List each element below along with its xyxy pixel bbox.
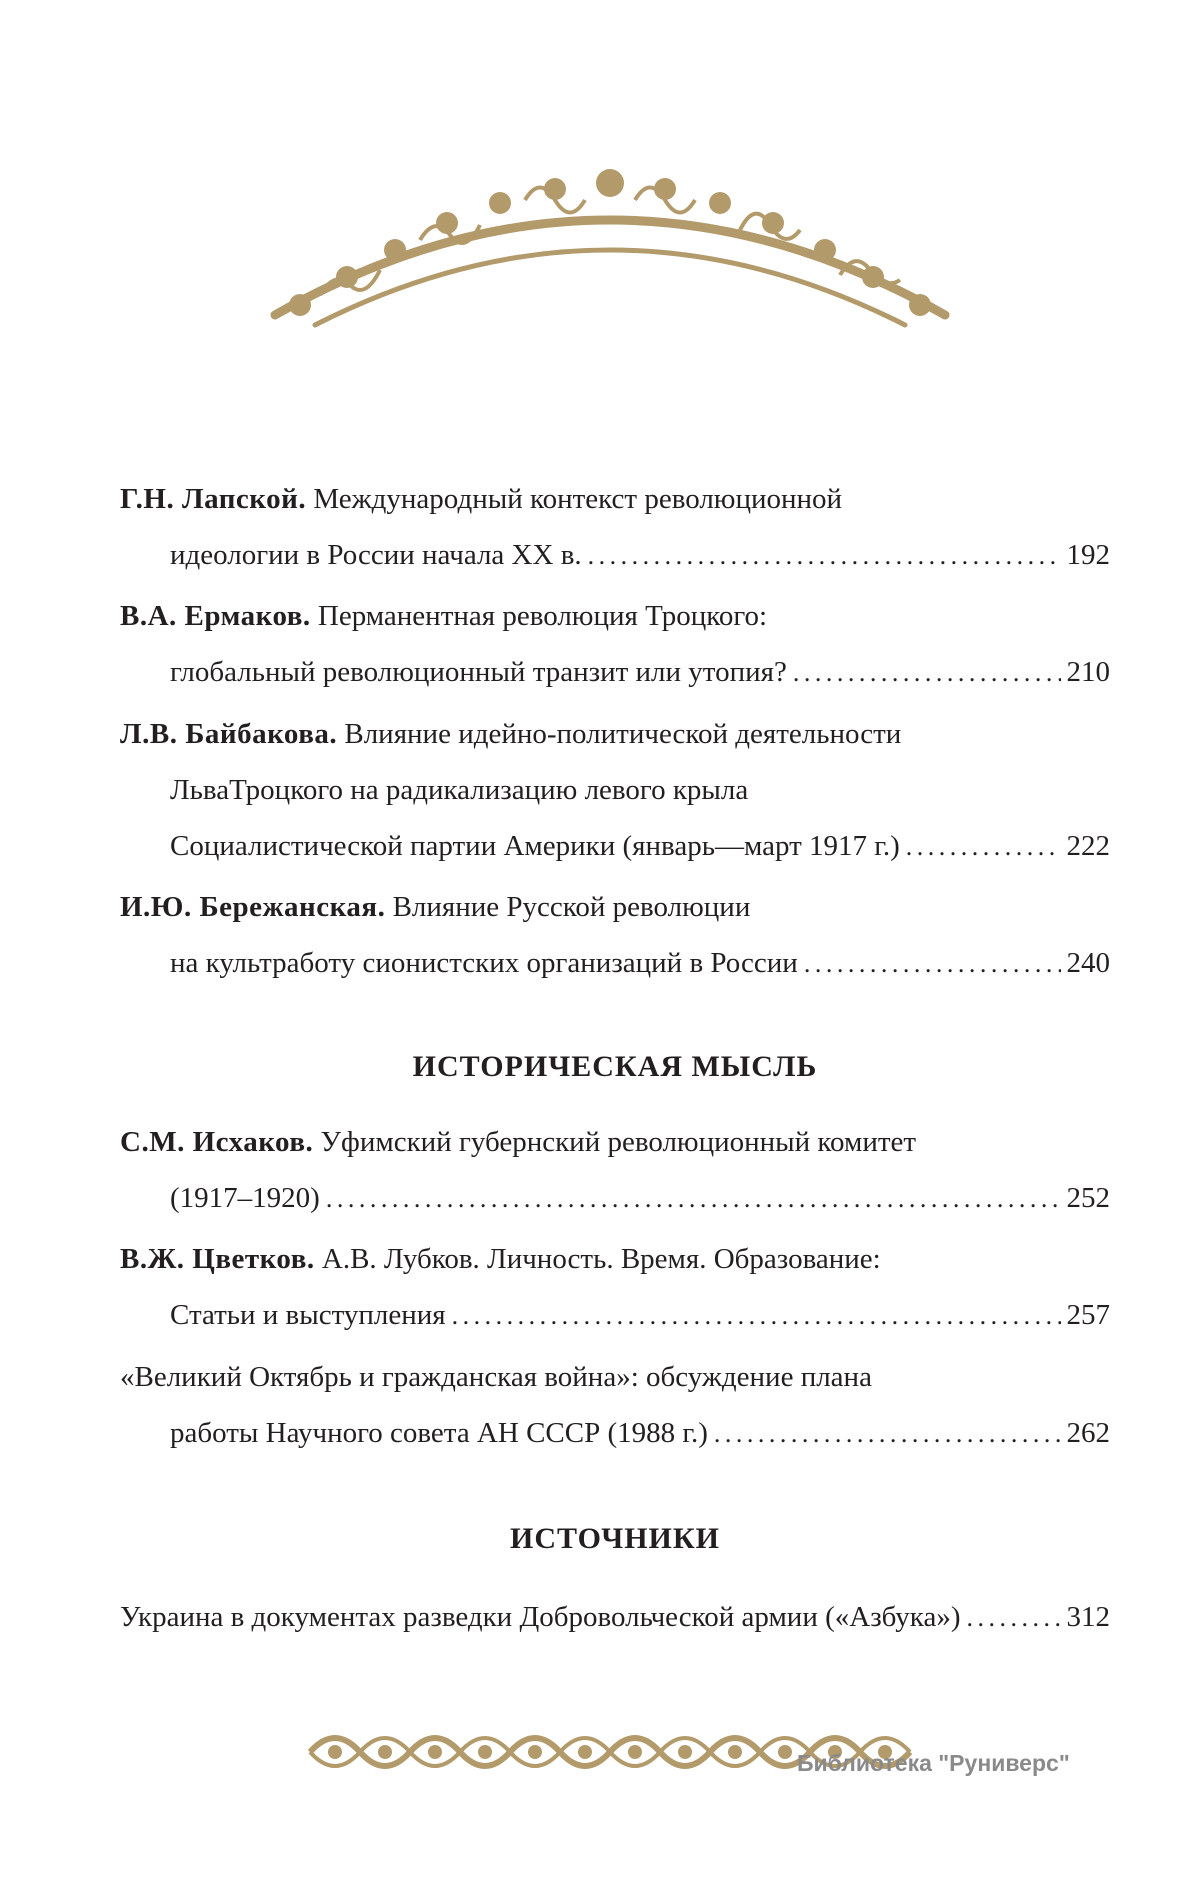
entry-title-continued: работы Научного совета АН СССР (1988 г.): [170, 1417, 708, 1449]
entry-title-middle: ЛьваТроцкого на радикализацию левого крыла: [170, 774, 749, 806]
entry-title-continued: на культработу сионистских организаций в России: [170, 947, 798, 979]
entry-title-continued: (1917–1920): [170, 1182, 320, 1214]
entry-leader-line: [170, 1184, 1110, 1213]
section-heading: ИСТОРИЧЕСКАЯ МЫСЛЬ: [412, 1050, 818, 1083]
entry-author: И.Ю. Бережанская.: [120, 891, 386, 923]
entry-author: В.А. Ермаков.: [120, 600, 311, 632]
entry-title: Влияние идейно-политической деятельности: [337, 718, 902, 750]
entry-title: Украина в документах разведки Добровольческой армии («Азбука»): [120, 1601, 961, 1633]
entry-title-continued: идеологии в России начала XX в.: [170, 539, 582, 571]
page-number: 312: [1066, 1601, 1110, 1633]
entry-title: «Великий Октябрь и гражданская война»: обсуждение плана: [120, 1361, 872, 1393]
dot-leader: [793, 660, 1061, 686]
entry-leader-line: [120, 1603, 1110, 1632]
page-number: 192: [1066, 539, 1110, 571]
entry-leader-line: [170, 1301, 1110, 1330]
entry-title: Влияние Русской революции: [385, 891, 751, 923]
entry-leader-line: [170, 541, 1110, 570]
dot-leader: [588, 543, 1061, 569]
page-number: 210: [1066, 656, 1110, 688]
page-number: 222: [1066, 830, 1110, 862]
dot-leader: [966, 1605, 1060, 1631]
entry-author: В.Ж. Цветков.: [120, 1243, 315, 1275]
entry-author: С.М. Исхаков.: [120, 1126, 314, 1158]
page-number: 257: [1066, 1299, 1110, 1331]
arabesque-arch-icon: [255, 155, 965, 335]
dot-leader: [714, 1421, 1061, 1447]
entry-leader-line: [170, 949, 1110, 978]
entry-title: Уфимский губернский революционный комитет: [313, 1126, 917, 1158]
entry-leader-line: [170, 832, 1110, 861]
entry-leader-line: [170, 658, 1110, 687]
entry-author: Г.Н. Лапской.: [120, 483, 307, 515]
entry-title-continued: глобальный революционный транзит или утопия?: [170, 656, 787, 688]
dot-leader: [804, 951, 1061, 977]
section-heading: ИСТОЧНИКИ: [510, 1522, 720, 1555]
entry-title: Перманентная революция Троцкого:: [310, 600, 768, 632]
entry-title: А.В. Лубков. Личность. Время. Образование:: [314, 1243, 881, 1275]
entry-leader-line: [170, 1419, 1110, 1448]
library-watermark: Библиотека "Руниверс": [797, 1750, 1070, 1776]
dot-leader: [452, 1303, 1061, 1329]
page-number: 262: [1066, 1417, 1110, 1449]
entry-title-continued: Социалистической партии Америки (январь—март 1917 г.): [170, 830, 900, 862]
entry-title-continued: Статьи и выступления: [170, 1299, 446, 1331]
entry-title: Международный контекст революционной: [306, 483, 843, 515]
entry-author: Л.В. Байбакова.: [120, 718, 338, 750]
page-number: 240: [1066, 947, 1110, 979]
page-number: 252: [1066, 1182, 1110, 1214]
dot-leader: [326, 1186, 1061, 1212]
dot-leader: [906, 834, 1061, 860]
